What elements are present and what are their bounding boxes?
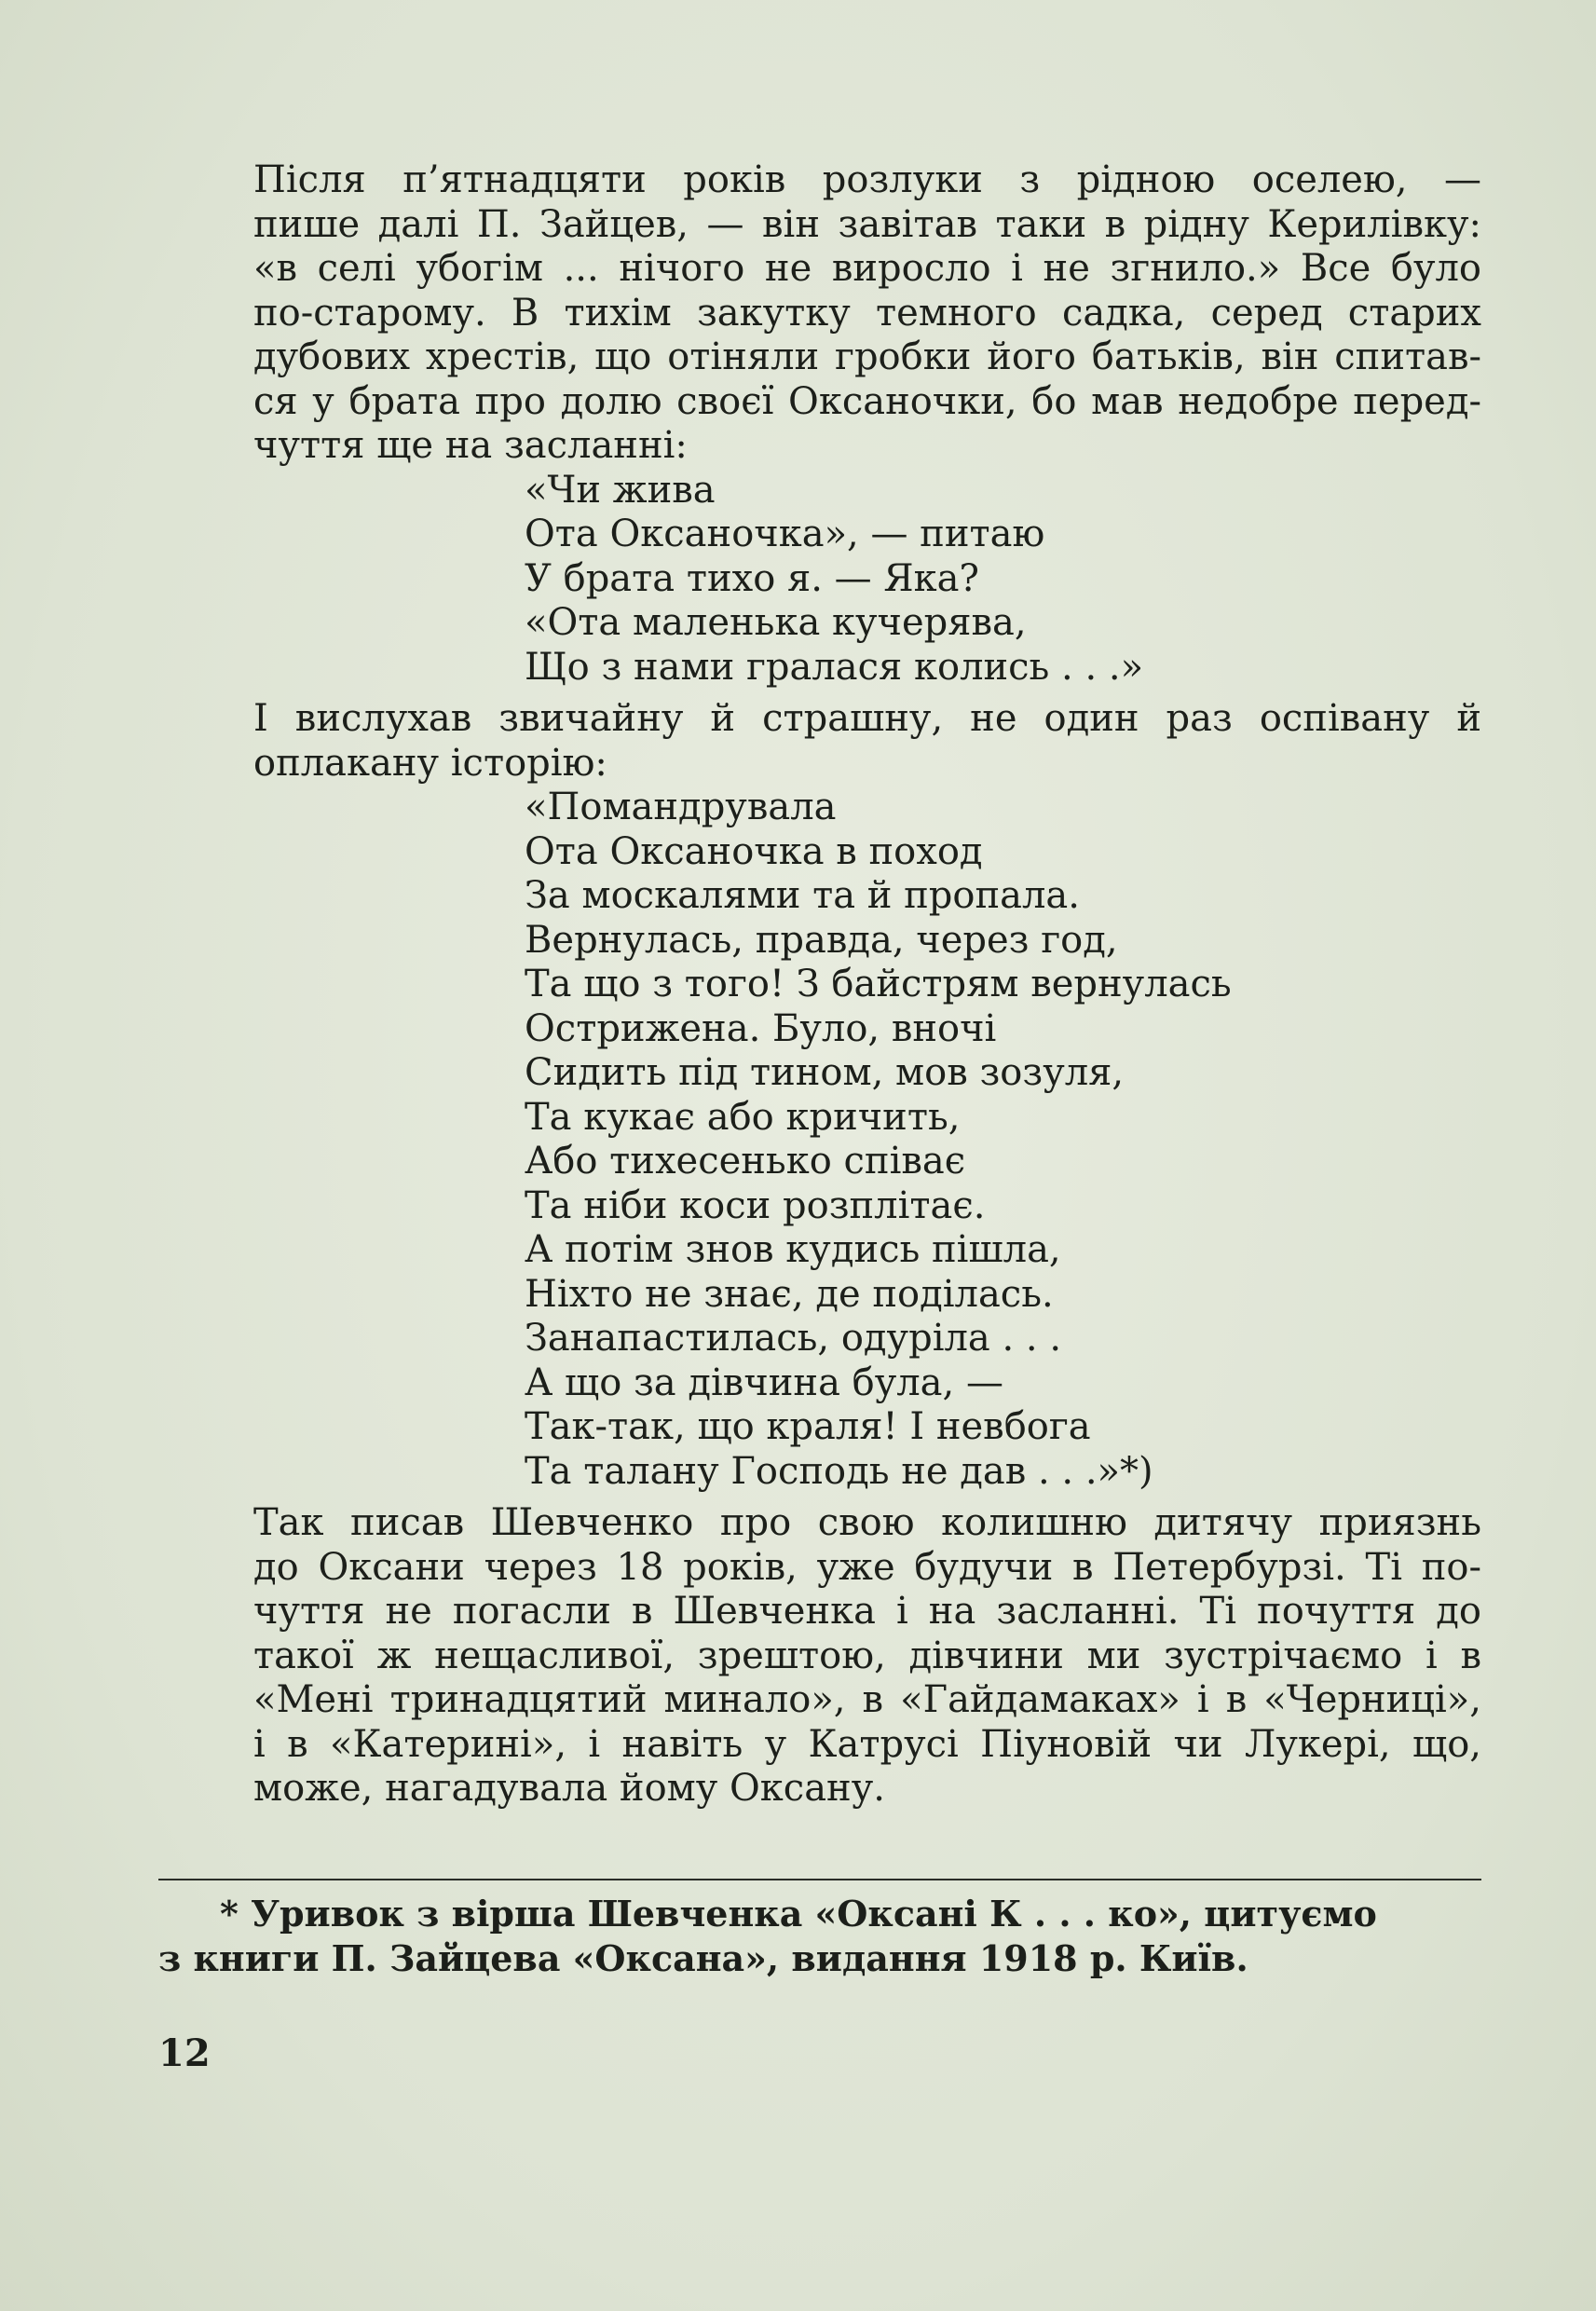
paragraph-line: Так писав Шевченко про свою колишню дитячу приязнь [253, 1501, 1481, 1544]
paragraph-line: «Мені тринадцятий минало», в «Гайдамаках» і в «Черниці», [253, 1678, 1481, 1721]
paragraph-line: пише далі П. Зайцев, — він завітав таки в рідну Керилівку: [253, 202, 1481, 246]
verse-line: Ота Оксаночка в поход [525, 829, 983, 873]
verse-line: «Помандрувала [525, 786, 837, 828]
verse-line: А що за дівчина була, — [525, 1361, 1003, 1404]
verse-quote-2 [158, 786, 1481, 1494]
paragraph-line: чуття ще на засланні: [253, 424, 688, 467]
paragraph-line: по-старому. В тихім закутку темного садка, серед старих [253, 291, 1481, 335]
verse-line: Вернулась, правда, через год, [525, 918, 1118, 962]
main-text [158, 158, 1481, 1812]
paragraph-line: і в «Катерині», і навіть у Катрусі Піуновій чи Лукері, що, [253, 1722, 1481, 1766]
verse-line: У брата тихо я. — Яка? [525, 556, 979, 600]
paragraph-line: до Оксани через 18 років, уже будучи в Петербурзі. Ті по- [253, 1545, 1481, 1589]
paragraph-line: дубових хрестів, що отіняли гробки його батьків, він спитав- [253, 335, 1481, 378]
paragraph-line: оплакану історію: [253, 741, 607, 785]
verse-line: Сидить під тином, мов зозуля, [525, 1051, 1125, 1094]
verse-line: За москалями та й пропала. [525, 874, 1080, 917]
verse-line: Та талану Господь не дав . . .»*) [525, 1449, 1153, 1493]
paragraph-line: «в селі убогім ... нічого не виросло і не згнило.» Все було [253, 247, 1481, 290]
verse-line: Та ніби коси розплітає. [525, 1183, 986, 1227]
verse-line: «Ота маленька кучерява, [525, 601, 1027, 644]
paragraph-1 [158, 158, 1481, 469]
verse-line: Та кукає або кричить, [525, 1095, 961, 1139]
footnote [158, 1892, 1481, 1981]
verse-line: «Чи жива [525, 468, 716, 512]
verse-line: Ніхто не знає, де поділась. [525, 1272, 1054, 1316]
paragraph-3 [158, 1501, 1481, 1812]
verse-line: Або тихесенько співає [525, 1140, 966, 1183]
verse-line: Так-так, що краля! І невбога [525, 1405, 1091, 1448]
paragraph-line: ся у брата про долю своєї Оксаночки, бо мав недобре перед- [253, 379, 1481, 423]
footnote-line: з книги П. Зайцева «Оксана», видання 1918 р. Київ. [158, 1937, 1248, 1979]
paragraph-line: може, нагадувала йому Оксану. [253, 1767, 885, 1810]
verse-line: Що з нами гралася колись . . .» [525, 645, 1144, 689]
verse-line: Ота Оксаночка», — питаю [525, 513, 1045, 555]
paragraph-line: такої ж нещасливої, зрештою, дівчини ми зустрічаємо і в [253, 1634, 1481, 1677]
verse-line: Занапастилась, одуріла . . . [525, 1317, 1062, 1360]
page-number: 12 [158, 2031, 211, 2075]
paragraph-2 [158, 697, 1481, 786]
paragraph-line: чуття не погасли в Шевченка і на засланні. Ті почуття до [253, 1590, 1481, 1633]
footnote-divider [158, 1879, 1481, 1880]
paragraph-line: І вислухав звичайну й страшну, не один раз оспівану й [253, 697, 1481, 740]
paragraph-line: Після п’ятнадцяти років розлуки з рідною оселею, — [253, 158, 1481, 201]
verse-line: А потім знов кудись пішла, [525, 1228, 1061, 1271]
verse-quote-1 [158, 469, 1481, 691]
verse-line: Острижена. Було, вночі [525, 1006, 997, 1050]
footnote-line: * Уривок з вірша Шевченка «Оксані К . . . ко», цитуємо [220, 1893, 1377, 1935]
verse-line: Та що з того! З байстрям вернулась [525, 963, 1232, 1005]
